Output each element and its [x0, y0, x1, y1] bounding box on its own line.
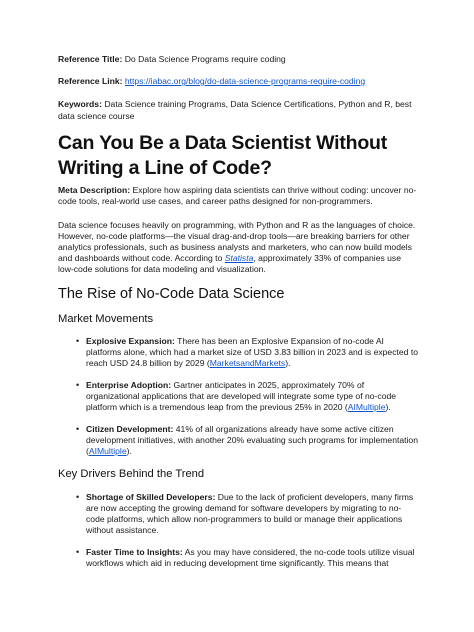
section-heading-rise: The Rise of No-Code Data Science: [58, 286, 285, 302]
aimultiple-link[interactable]: AIMultiple: [347, 402, 386, 412]
subheading-market-movements: Market Movements: [58, 313, 154, 325]
keywords-value: Data Science training Programs, Data Science Certifications, Python and R, best data science course: [58, 99, 412, 121]
market-list: [58, 336, 418, 457]
subheading-key-drivers: Key Drivers Behind the Trend: [58, 468, 205, 480]
meta-description-text: Explore how aspiring data scientists can thrive without coding: uncover no-code tools, real-world use cases, and career paths designed for non-programmers.: [58, 185, 417, 206]
bullet-icon: •: [76, 424, 80, 434]
list-item: [58, 336, 418, 369]
item-label: Shortage of Skilled Developers:: [86, 492, 216, 502]
reference-link-url[interactable]: https://iabac.org/blog/do-data-science-programs-require-coding: [124, 76, 366, 86]
drivers-list: [58, 492, 418, 569]
item-tail: ).: [385, 402, 391, 412]
item-label: Explosive Expansion:: [86, 336, 175, 346]
meta-description-label: Meta Description:: [58, 185, 131, 195]
item-text: There has been an Explosive Expansion of no-code AI platforms alone, which had a market size of USD 3.83 billion in 2023 and is expected to reach USD 24.8 billion by 2029 (: [86, 336, 419, 368]
bullet-icon: •: [76, 336, 80, 346]
meta-description: [58, 185, 418, 207]
item-label: Citizen Development:: [86, 424, 174, 434]
reference-link: [58, 75, 418, 87]
reference-title: [58, 53, 418, 65]
bullet-icon: •: [76, 380, 80, 390]
article-title: Can You Be a Data Scientist Without Writing a Line of Code?: [58, 132, 388, 179]
keywords: [58, 98, 418, 122]
intro-paragraph: [58, 220, 418, 275]
intro-text-after: , approximately 33% of companies use low-code solutions for data modeling and visualization.: [58, 253, 402, 274]
item-text: Due to the lack of proficient developers, many firms are now accepting the growing demand for software developers by migrating to no-code platforms, which allow non-programmers to build or manage their applications without assistance.: [86, 492, 414, 535]
intro-text-before: Data science focuses heavily on programming, with Python and R as the languages of choice. However, no-code platforms—the visual drag-and-drop tools—are breaking barriers for other analytics professionals, such as business analysts and marketers, who can now build models and dashboards without code. According to: [58, 220, 416, 263]
reference-title-value: Do Data Science Programs require coding: [124, 54, 286, 64]
keywords-label: Keywords:: [58, 99, 102, 109]
bullet-icon: •: [76, 547, 80, 557]
item-label: Enterprise Adoption:: [86, 380, 172, 390]
item-text: As you may have considered, the no-code tools utilize visual workflows which aid in reducing development time significantly. This means that: [86, 547, 415, 568]
list-item: [58, 424, 418, 457]
list-item: [58, 492, 418, 536]
statista-link[interactable]: Statista: [224, 253, 254, 263]
aimultiple-link[interactable]: AIMultiple: [88, 446, 127, 456]
reference-title-label: Reference Title:: [58, 54, 123, 64]
reference-link-label: Reference Link:: [58, 76, 123, 86]
list-item: [58, 380, 418, 413]
item-text: 41% of all organizations already have some active citizen development initiatives, with another 20% evaluating such programs for implementation (: [86, 424, 418, 456]
item-tail: ).: [285, 358, 291, 368]
bullet-icon: •: [76, 492, 80, 502]
item-tail: ).: [126, 446, 132, 456]
item-label: Faster Time to Insights:: [86, 547, 183, 557]
list-item: [58, 547, 418, 569]
item-text: Gartner anticipates in 2025, approximately 70% of organizational applications that are developed will integrate some type of no-code platform which is a tremendous leap from the previous 25% in 2020 (: [86, 380, 397, 412]
marketsandmarkets-link[interactable]: MarketsandMarkets: [209, 358, 286, 368]
